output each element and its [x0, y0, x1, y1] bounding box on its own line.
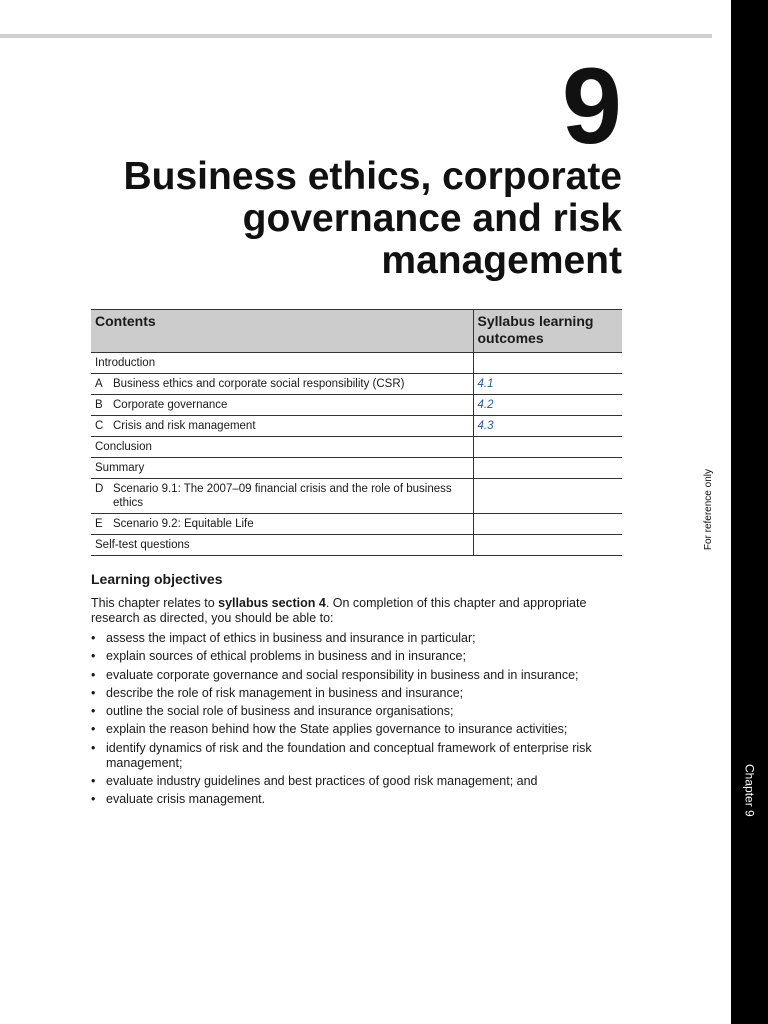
contents-row	[91, 374, 622, 395]
section-title: Self-test questions	[95, 539, 190, 551]
chapter-number: 9	[561, 45, 620, 166]
outcome-cell	[473, 353, 622, 374]
objectives-list	[91, 631, 623, 807]
contents-row	[91, 514, 622, 535]
objective-text: explain sources of ethical problems in business and in insurance;	[106, 649, 466, 664]
section-title: Introduction	[95, 357, 156, 369]
bullet-icon: •	[91, 722, 96, 737]
section-letter: C	[95, 420, 104, 432]
outcome-link[interactable]: 4.3	[477, 420, 494, 432]
section-title: Business ethics and corporate social responsibility (CSR)	[113, 378, 405, 390]
contents-row	[91, 353, 622, 374]
chapter-side-label: Chapter 9	[742, 763, 757, 817]
objective-text: evaluate corporate governance and social responsibility in business and in insurance;	[106, 667, 579, 682]
contents-header-row	[91, 310, 622, 353]
intro-text-end: . On completion of this chapter and appropriate research as directed, you should be able to:	[91, 596, 587, 625]
contents-entry	[95, 398, 469, 412]
contents-entry	[95, 440, 469, 454]
objective-item	[91, 792, 623, 807]
section-letter: E	[95, 518, 103, 530]
contents-cell	[91, 395, 473, 416]
contents-cell	[91, 535, 473, 556]
section-title: Scenario 9.2: Equitable Life	[113, 518, 254, 530]
contents-cell	[91, 458, 473, 479]
contents-entry	[95, 419, 469, 433]
outcome-cell	[473, 395, 622, 416]
outcome-link[interactable]: 4.1	[477, 378, 494, 390]
bullet-icon: •	[91, 774, 96, 789]
section-title: Summary	[95, 462, 145, 474]
bullet-icon: •	[91, 704, 96, 719]
objective-text: outline the social role of business and insurance organisations;	[106, 704, 454, 719]
contents-row	[91, 458, 622, 479]
objective-item	[91, 741, 623, 771]
contents-cell	[91, 416, 473, 437]
outcome-cell	[473, 437, 622, 458]
outcome-cell	[473, 416, 622, 437]
bullet-icon: •	[91, 667, 96, 682]
objective-item	[91, 774, 623, 789]
contents-row	[91, 479, 622, 514]
contents-table	[91, 309, 622, 556]
outcome-cell	[473, 535, 622, 556]
outcome-link[interactable]: 4.2	[477, 399, 494, 411]
contents-cell	[91, 437, 473, 458]
contents-cell	[91, 514, 473, 535]
contents-row	[91, 416, 622, 437]
section-title: Conclusion	[95, 441, 152, 453]
objective-text: assess the impact of ethics in business and insurance in particular;	[106, 631, 476, 645]
contents-row	[91, 395, 622, 416]
top-rule	[0, 34, 712, 38]
objective-item	[91, 668, 623, 683]
contents-header: Contents	[91, 310, 473, 353]
objective-item	[91, 686, 623, 701]
bullet-icon: •	[91, 792, 96, 807]
section-letter: A	[95, 378, 103, 390]
outcome-cell	[473, 374, 622, 395]
reference-note	[700, 460, 716, 560]
contents-entry	[95, 538, 469, 552]
section-title: Scenario 9.1: The 2007–09 financial crisis and the role of business ethics	[113, 483, 452, 509]
objective-text: identify dynamics of risk and the foundation and conceptual framework of enterprise risk management;	[106, 740, 592, 770]
learning-objectives	[91, 571, 623, 811]
objective-item	[91, 704, 623, 719]
bullet-icon: •	[91, 740, 96, 755]
contents-row	[91, 535, 622, 556]
contents-row	[91, 437, 622, 458]
outcome-cell	[473, 514, 622, 535]
section-title: Crisis and risk management	[113, 420, 256, 432]
objective-text: describe the role of risk management in business and insurance;	[106, 685, 464, 700]
contents-cell	[91, 479, 473, 514]
contents-entry	[95, 356, 469, 370]
section-letter: D	[95, 483, 104, 495]
objective-text: explain the reason behind how the State applies governance to insurance activities;	[106, 722, 568, 737]
objective-item	[91, 722, 623, 737]
contents-entry	[95, 377, 469, 391]
contents-entry	[95, 482, 469, 510]
contents-cell	[91, 353, 473, 374]
contents-entry	[95, 517, 469, 531]
objective-text: evaluate crisis management.	[106, 792, 266, 807]
section-letter: B	[95, 399, 103, 411]
section-title: Corporate governance	[113, 399, 228, 411]
bullet-icon: •	[91, 631, 96, 645]
intro-text-start: This chapter relates to	[91, 596, 219, 610]
side-bar	[731, 0, 768, 1024]
objective-item	[91, 631, 623, 646]
objectives-intro	[91, 596, 623, 626]
objective-text: evaluate industry guidelines and best practices of good risk management; and	[106, 774, 538, 789]
chapter-title: Business ethics, corporate governance and risk management	[123, 155, 622, 282]
chapter-side-tab	[731, 740, 768, 840]
objective-item	[91, 649, 623, 664]
contents-entry	[95, 461, 469, 475]
outcome-cell	[473, 458, 622, 479]
intro-syllabus-section: syllabus section 4	[218, 596, 326, 610]
bullet-icon: •	[91, 649, 96, 664]
contents-cell	[91, 374, 473, 395]
outcomes-header: Syllabus learning outcomes	[473, 310, 622, 353]
bullet-icon: •	[91, 685, 96, 700]
objectives-heading: Learning objectives	[91, 571, 223, 587]
outcome-cell	[473, 479, 622, 514]
reference-note-text: For reference only	[702, 469, 714, 551]
